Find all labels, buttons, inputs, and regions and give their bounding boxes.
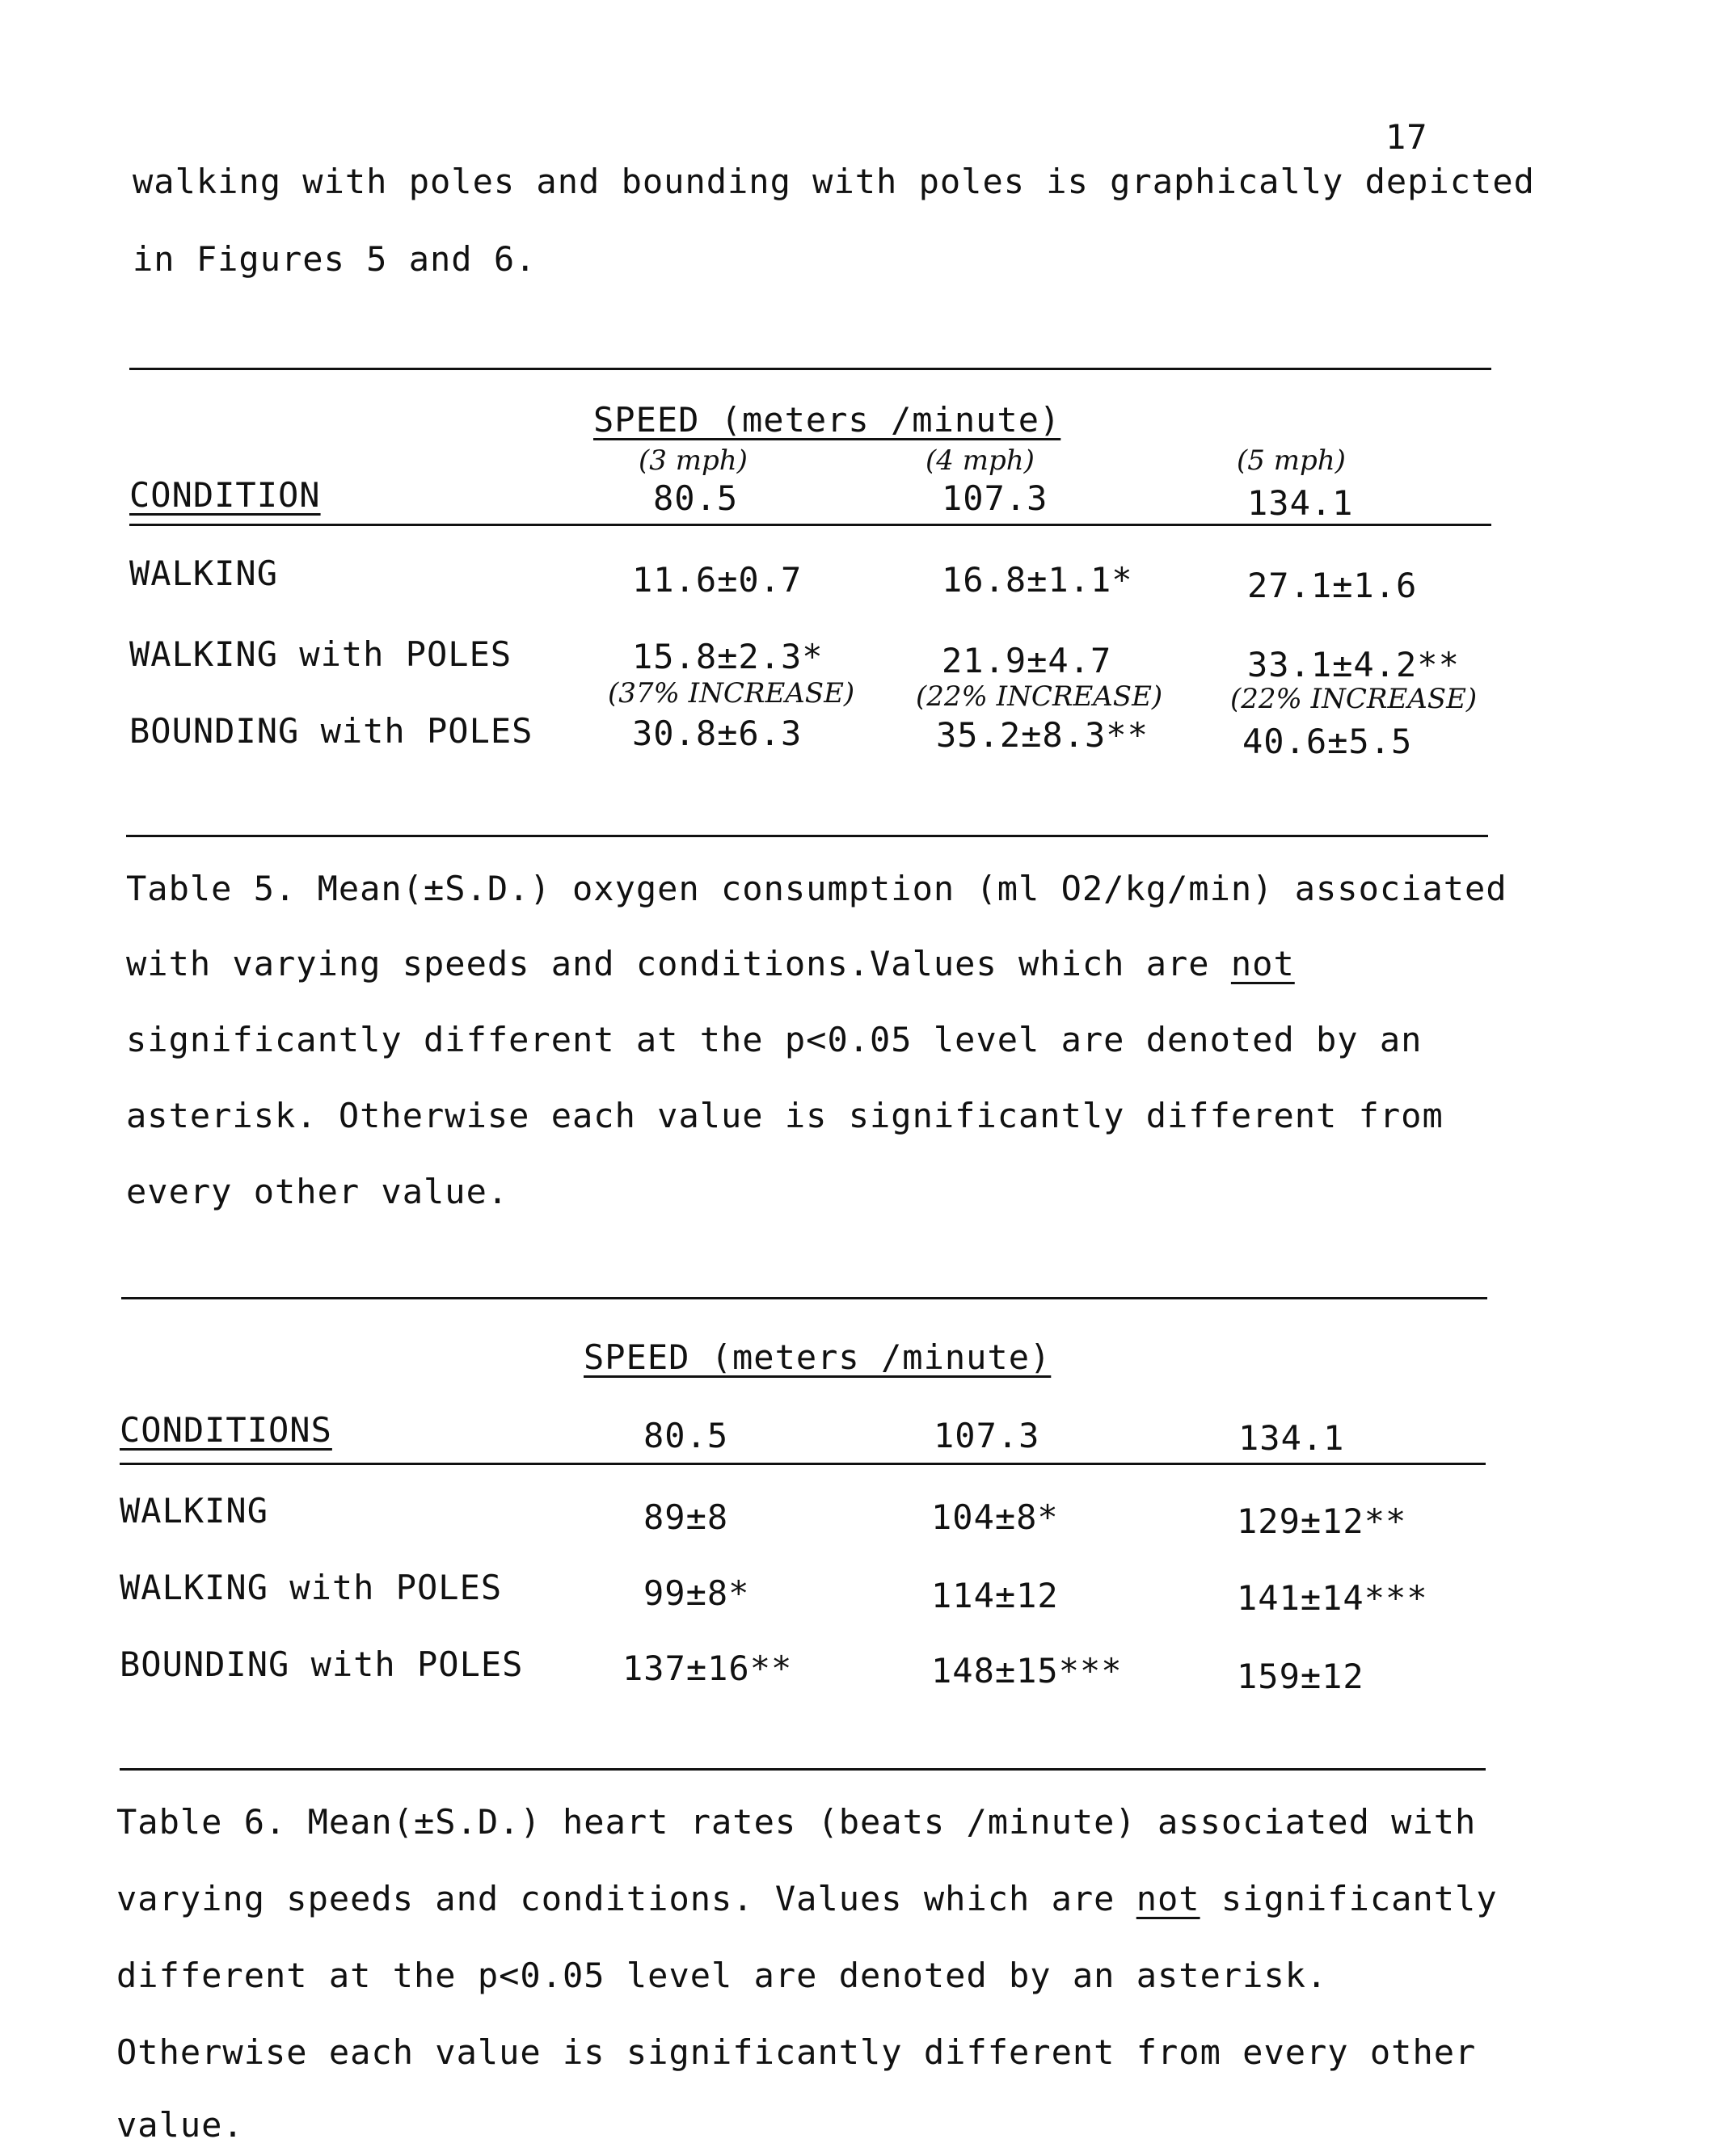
table-6-row-label: BOUNDING with POLES [120, 1644, 524, 1684]
table-5-cell: 21.9±4.7 [942, 641, 1112, 680]
table-5-speed-2: 107.3 [942, 478, 1048, 518]
table-5-bottom-rule [126, 835, 1488, 837]
table-6-cell: 104±8* [931, 1497, 1059, 1537]
table-6-speed-heading: SPEED (meters /minute) [584, 1337, 1052, 1377]
table-5-increase-note-3: (22% INCREASE) [1230, 683, 1478, 715]
table-6-bottom-rule [120, 1768, 1486, 1771]
table-6-caption-line-5: value. [116, 2105, 244, 2145]
table-6-caption-line-2-end: significantly [1200, 1879, 1498, 1918]
table-6-condition-header: CONDITIONS [120, 1410, 332, 1450]
table-6-top-rule [121, 1297, 1487, 1299]
table-5-caption-not: not [1230, 944, 1295, 983]
table-6-caption-line-1: Table 6. Mean(±S.D.) heart rates (beats /minute) associated with [116, 1802, 1477, 1842]
table-5-caption-line-4: asterisk. Otherwise each value is significantly different from [126, 1096, 1444, 1135]
table-5-caption-line-3: significantly different at the p<0.05 level are denoted by an [126, 1020, 1423, 1059]
table-5-cell: 35.2±8.3** [936, 715, 1149, 755]
table-5-caption-line-1: Table 5. Mean(±S.D.) oxygen consumption (ml O2/kg/min) associated [126, 869, 1507, 908]
table-5-row-label: WALKING [129, 554, 279, 593]
table-5-caption-line-5: every other value. [126, 1172, 509, 1211]
table-6-cell: 114±12 [931, 1576, 1059, 1615]
intro-line-1: walking with poles and bounding with poles is graphically depicted [133, 162, 1535, 201]
table-6-cell: 89±8 [643, 1497, 729, 1537]
table-6-caption-line-3: different at the p<0.05 level are denoted by an asterisk. [116, 1956, 1328, 1995]
table-5-caption-line-2 [126, 944, 1295, 983]
table-5-speed-3: 134.1 [1247, 483, 1354, 523]
table-5-top-rule [129, 368, 1491, 370]
table-6-caption-line-2 [116, 1879, 1498, 1918]
table-6-caption-line-4: Otherwise each value is significantly different from every other [116, 2032, 1477, 2072]
table-5-cell: 16.8±1.1* [942, 560, 1133, 600]
table-5-mph-note-2: (4 mph) [926, 444, 1035, 477]
table-6-header-rule [120, 1463, 1486, 1465]
table-6-caption-not: not [1136, 1879, 1200, 1918]
table-6-cell: 159±12 [1237, 1657, 1364, 1696]
table-5-cell: 15.8±2.3* [632, 637, 824, 676]
table-5-increase-note-1: (37% INCREASE) [608, 677, 855, 710]
table-6-cell: 141±14*** [1237, 1578, 1428, 1618]
table-6-caption-line-2-text: varying speeds and conditions. Values which are [116, 1879, 1136, 1918]
table-5-row-label: WALKING with POLES [129, 634, 512, 674]
table-5-cell: 30.8±6.3 [632, 714, 803, 753]
table-5-header-rule [129, 524, 1491, 526]
table-6-row-label: WALKING with POLES [120, 1568, 503, 1607]
table-6-cell: 129±12** [1237, 1501, 1407, 1541]
page-number: 17 [1385, 117, 1428, 157]
table-5-cell: 27.1±1.6 [1247, 566, 1418, 605]
table-5-mph-note-1: (3 mph) [639, 444, 748, 477]
table-5-speed-1: 80.5 [653, 478, 739, 518]
table-6-cell: 148±15*** [931, 1651, 1123, 1691]
table-5-increase-note-2: (22% INCREASE) [916, 680, 1163, 713]
table-5-cell: 40.6±5.5 [1242, 722, 1413, 761]
table-5-caption-line-2-text: with varying speeds and conditions.Values which are [126, 944, 1231, 983]
table-6-row-label: WALKING [120, 1491, 269, 1531]
table-6-speed-2: 107.3 [934, 1416, 1040, 1455]
table-5-cell: 11.6±0.7 [632, 560, 803, 600]
table-6-speed-3: 134.1 [1238, 1418, 1345, 1458]
table-5-row-label: BOUNDING with POLES [129, 711, 533, 751]
table-5-cell: 33.1±4.2** [1247, 645, 1460, 684]
table-5-condition-header: CONDITION [129, 475, 321, 515]
table-5-speed-heading: SPEED (meters /minute) [593, 400, 1061, 440]
table-6-cell: 99±8* [643, 1573, 750, 1613]
table-6-speed-1: 80.5 [643, 1416, 729, 1455]
table-6-cell: 137±16** [622, 1649, 793, 1688]
table-5-mph-note-3: (5 mph) [1237, 444, 1346, 477]
intro-line-2: in Figures 5 and 6. [133, 239, 537, 279]
